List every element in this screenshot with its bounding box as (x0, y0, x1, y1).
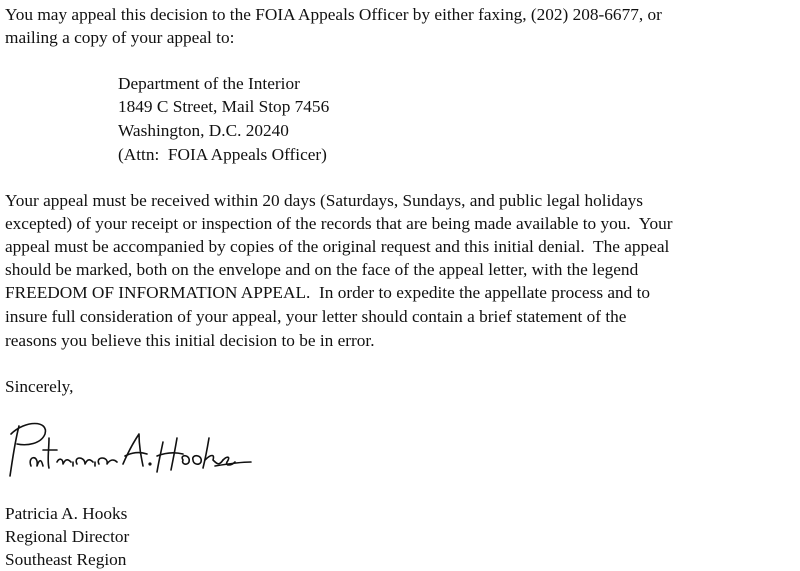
signer-title: Regional Director (5, 527, 130, 546)
body-line-2: excepted) of your receipt or inspection of the records that are being made available to you. Your (5, 214, 673, 233)
address-line-4: (Attn: FOIA Appeals Officer) (118, 145, 327, 164)
signer-region: Southeast Region (5, 550, 127, 569)
body-line-5: FREEDOM OF INFORMATION APPEAL. In order to expedite the appellate process and to (5, 283, 651, 302)
body-line-7: reasons you believe this initial decision to be in error. (5, 331, 375, 350)
address-line-2: 1849 C Street, Mail Stop 7456 (118, 97, 330, 116)
body-line-3: appeal must be accompanied by copies of the original request and this initial denial. The appeal (5, 237, 670, 256)
signer-name: Patricia A. Hooks (5, 504, 128, 523)
address-line-1: Department of the Interior (118, 74, 300, 93)
body-line-4: should be marked, both on the envelope and on the face of the appeal letter, with the legend (5, 260, 639, 279)
intro-line-1: You may appeal this decision to the FOIA Appeals Officer by either faxing, (202) 208-6677, or (5, 5, 662, 24)
intro-line-2: mailing a copy of your appeal to: (5, 28, 235, 47)
closing: Sincerely, (5, 377, 74, 396)
body-line-6: insure full consideration of your appeal, your letter should contain a brief statement of the (5, 307, 627, 326)
body-line-1: Your appeal must be received within 20 days (Saturdays, Sundays, and public legal holidays (5, 191, 644, 210)
address-line-3: Washington, D.C. 20240 (118, 121, 289, 140)
handwritten-signature (5, 416, 255, 486)
